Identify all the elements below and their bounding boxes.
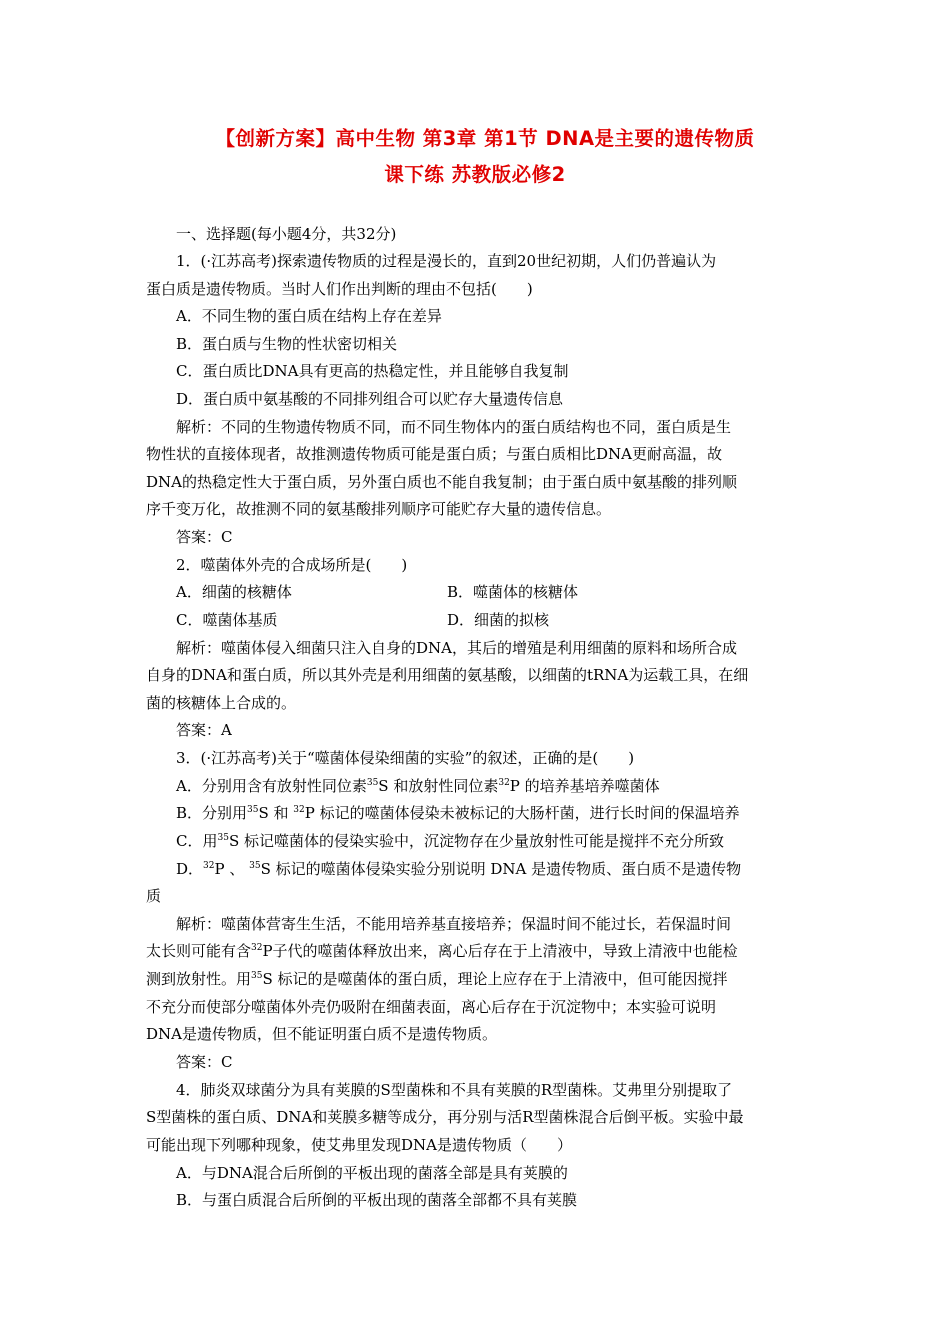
q3-answer: 答案：C [176,1053,233,1071]
q3-d-sup2: 35 [249,861,261,871]
q3-a-text3: P 的培养基培养噬菌体 [509,777,660,795]
q4-stem-line3: 可能出现下列哪种现象，使艾弗里发现DNA是遗传物质（ ） [146,1136,572,1154]
q3-exp3-text1: 测到放射性。用 [146,970,252,988]
q1-stem-line1: 1．(·江苏高考)探索遗传物质的过程是漫长的，直到20世纪初期，人们仍普遍认为 [176,252,717,270]
q3-option-d-cont: 质 [146,887,162,905]
q3-b-text1: B．分别用 [176,804,248,822]
section-heading: 一、选择题(每小题4分，共32分) [176,225,397,243]
q1-option-c: C．蛋白质比DNA具有更高的热稳定性，并且能够自我复制 [176,362,569,380]
q3-exp2-sup: 32 [251,943,263,953]
q3-exp3-sup: 35 [251,971,263,981]
q3-option-b [176,803,836,823]
q2-option-b: B．噬菌体的核糖体 [447,583,579,601]
q4-option-b: B．与蛋白质混合后所倒的平板出现的菌落全部都不具有荚膜 [176,1191,578,1209]
q3-explanation-line5: DNA是遗传物质，但不能证明蛋白质不是遗传物质。 [146,1025,497,1043]
q3-b-text2: S 和 [258,804,294,822]
q3-b-text3: P 标记的噬菌体侵染未被标记的大肠杆菌，进行长时间的保温培养 [304,804,740,822]
doc-title-line1: 【创新方案】高中生物 第3章 第1节 DNA是主要的遗传物质 [215,127,755,150]
q1-explanation-line1: 解析：不同的生物遗传物质不同，而不同生物体内的蛋白质结构也不同，蛋白质是生 [176,418,732,436]
q1-option-d: D．蛋白质中氨基酸的不同排列组合可以贮存大量遗传信息 [176,390,564,408]
q3-explanation-line4: 不充分而使部分噬菌体外壳仍吸附在细菌表面，离心后存在于沉淀物中；本实验可说明 [146,998,717,1016]
q1-option-a: A．不同生物的蛋白质在结构上存在差异 [176,307,442,325]
q3-a-text2: S 和放射性同位素 [378,777,499,795]
q3-explanation-line2 [146,941,806,961]
q1-option-b: B．蛋白质与生物的性状密切相关 [176,335,398,353]
q2-option-d: D．细菌的拟核 [447,611,550,629]
q2-option-c: C．噬菌体基质 [176,611,278,629]
q3-a-sup2: 32 [498,778,510,788]
q3-d-text2: P 、 [214,860,250,878]
q3-option-a [176,776,836,796]
q4-stem-line2: S型菌株的蛋白质、DNA和荚膜多糖等成分，再分别与活R型菌株混合后倒平板。实验中最 [146,1108,744,1126]
q3-b-sup1: 35 [247,805,259,815]
q2-answer: 答案：A [176,721,232,739]
q3-stem: 3．(·江苏高考)关于“噬菌体侵染细菌的实验”的叙述，正确的是( ) [176,749,635,767]
q3-d-text3: S 标记的噬菌体侵染实验分别说明 DNA 是遗传物质、蛋白质不是遗传物 [260,860,742,878]
q3-c-sup1: 35 [217,833,229,843]
q3-exp2-text2: P子代的噬菌体释放出来，离心后存在于上清液中，导致上清液中也能检 [262,942,738,960]
q3-c-text2: S 标记噬菌体的侵染实验中，沉淀物存在少量放射性可能是搅拌不充分所致 [228,832,724,850]
q3-c-text1: C．用 [176,832,218,850]
q2-option-a: A．细菌的核糖体 [176,583,292,601]
q3-d-sup1: 32 [203,861,215,871]
q1-explanation-line4: 序千变万化，故推测不同的氨基酸排列顺序可能贮存大量的遗传信息。 [146,500,612,518]
q3-explanation-line3 [146,969,806,989]
q2-explanation-line2: 自身的DNA和蛋白质，所以其外壳是利用细菌的氨基酸，以细菌的tRNA为运载工具，在细 [146,666,749,684]
q3-a-text1: A．分别用含有放射性同位素 [176,777,367,795]
q3-option-d [176,859,836,879]
q3-explanation-line1: 解析：噬菌体营寄生生活，不能用培养基直接培养；保温时间不能过长，若保温时间 [176,915,732,933]
q1-answer: 答案：C [176,528,233,546]
q1-stem-line2: 蛋白质是遗传物质。当时人们作出判断的理由不包括( ) [146,280,533,298]
q3-exp2-text1: 太长则可能有含 [146,942,252,960]
q2-stem: 2．噬菌体外壳的合成场所是( ) [176,556,408,574]
q2-explanation-line1: 解析：噬菌体侵入细菌只注入自身的DNA，其后的增殖是利用细菌的原料和场所合成 [176,639,737,657]
q3-a-sup1: 35 [366,778,379,788]
q1-explanation-line3: DNA的热稳定性大于蛋白质，另外蛋白质也不能自我复制；由于蛋白质中氨基酸的排列顺 [146,473,737,491]
q1-explanation-line2: 物性状的直接体现者，故推测遗传物质可能是蛋白质；与蛋白质相比DNA更耐高温，故 [146,445,722,463]
q3-d-text1: D． [176,860,204,878]
q4-option-a: A．与DNA混合后所倒的平板出现的菌落全部是具有荚膜的 [176,1164,568,1182]
q3-b-sup2: 32 [293,805,305,815]
q2-explanation-line3: 菌的核糖体上合成的。 [146,694,297,712]
q3-option-c [176,831,836,851]
doc-title-line2: 课下练 苏教版必修2 [384,163,566,186]
q4-stem-line1: 4．肺炎双球菌分为具有荚膜的S型菌株和不具有荚膜的R型菌株。艾弗里分别提取了 [176,1081,733,1099]
q3-exp3-text2: S 标记的是噬菌体的蛋白质，理论上应存在于上清液中，但可能因搅拌 [262,970,728,988]
